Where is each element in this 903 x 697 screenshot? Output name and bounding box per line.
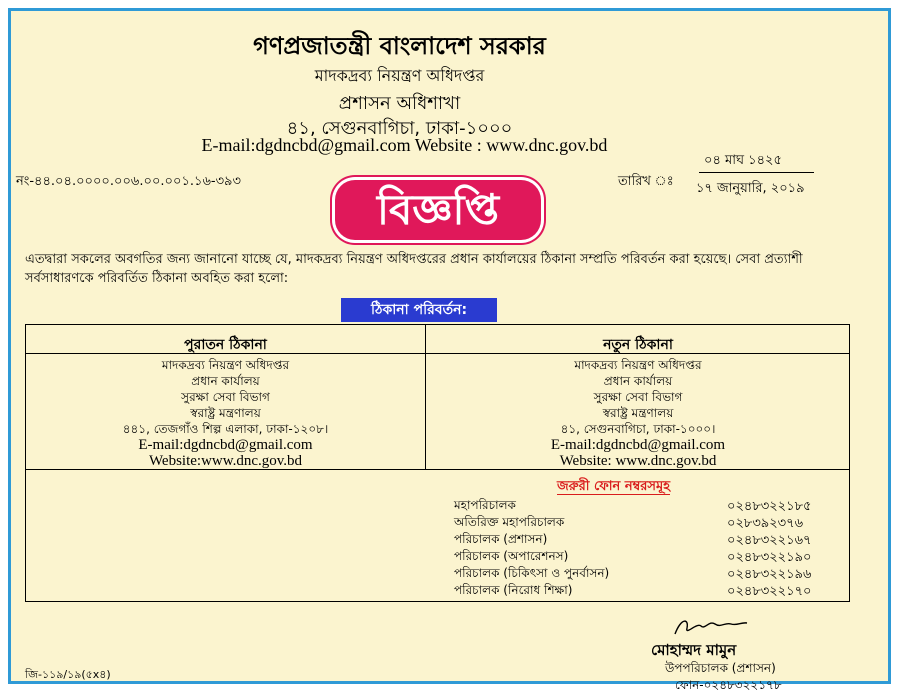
new-address-email: E-mail:dgdncbd@gmail.com bbox=[550, 437, 726, 453]
new-address-line: প্রধান কার্যালয় bbox=[603, 374, 673, 388]
new-address-heading: নতুন ঠিকানা bbox=[603, 337, 673, 353]
header-contact: E-mail:dgdncbd@gmail.com Website : www.dnc.gov.bd bbox=[201, 135, 608, 155]
phone-number: ০২৪৮৩২২১৯৬ bbox=[727, 567, 812, 582]
new-address-website: Website: www.dnc.gov.bd bbox=[559, 453, 717, 469]
phone-list-heading: জরুরী ফোন নম্বরসমূহ bbox=[557, 479, 671, 494]
new-address-line: সুরক্ষা সেবা বিভাগ bbox=[593, 390, 683, 404]
address-table bbox=[25, 324, 850, 602]
phone-row bbox=[454, 582, 820, 599]
phone-number: ০২৪৮৩২২১৬৭ bbox=[727, 533, 812, 548]
signatory-phone: ফোন-০২৪৮৩২২১৭৮ bbox=[675, 678, 782, 692]
new-address-line: স্বরাষ্ট্র মন্ত্রণালয় bbox=[602, 406, 674, 420]
new-address-line: মাদকদ্রব্য নিয়ন্ত্রণ অধিদপ্তর bbox=[574, 358, 702, 372]
memo-number: নং-৪৪.০৪.০০০০.০০৬.০০.০০১.১৬-৩৯৩ bbox=[16, 174, 241, 189]
intro-paragraph: এতদ্বারা সকলের অবগতির জন্য জানানো যাচ্ছে যে, মাদকদ্রব্য নিয়ন্ত্রণ অধিদপ্তরের প্রধান কার্যালয়ের ঠিকানা সম্প্রতি পরিবর্তন করা হয়েছে। সেবা প্রত্যাশী সর্বসাধারণকে পরিবর্তিত ঠিকানা অবহিত করা হলো: bbox=[25, 252, 803, 286]
phone-number: ০২৪৮৩২২১৯০ bbox=[727, 550, 812, 565]
header-address: ৪১, সেগুনবাগিচা, ঢাকা-১০০০ bbox=[286, 118, 513, 139]
footer-code: জি-১১৯/১৯(৫x৪) bbox=[25, 668, 111, 681]
old-address-line: মাদকদ্রব্য নিয়ন্ত্রণ অধিদপ্তর bbox=[161, 358, 290, 372]
phone-row bbox=[454, 514, 820, 531]
signatory-name: মোহাম্মদ মামুন bbox=[651, 641, 737, 659]
section-heading: ঠিকানা পরিবর্তন: bbox=[341, 298, 497, 322]
old-address-heading: পুরাতন ঠিকানা bbox=[184, 337, 267, 353]
new-address-line: ৪১, সেগুনবাগিচা, ঢাকা-১০০০। bbox=[560, 422, 716, 436]
phone-label: পরিচালক (নিরোধ শিক্ষা) bbox=[454, 583, 573, 597]
phone-number: ০২৮৩৯২৩৭৬ bbox=[727, 516, 804, 531]
new-address bbox=[426, 357, 850, 469]
old-address-line: স্বরাষ্ট্র মন্ত্রণালয় bbox=[190, 406, 261, 420]
date-divider bbox=[699, 172, 814, 173]
phone-label: পরিচালক (চিকিৎসা ও পুনর্বাসন) bbox=[454, 566, 610, 580]
phone-row bbox=[454, 548, 820, 565]
old-address-line: সুরক্ষা সেবা বিভাগ bbox=[181, 390, 270, 404]
old-address-website: Website:www.dnc.gov.bd bbox=[148, 453, 303, 469]
phone-number: ০২৪৮৩২২১৮৫ bbox=[727, 499, 812, 514]
old-address bbox=[26, 357, 425, 469]
signatory-designation: উপপরিচালক (প্রশাসন) bbox=[665, 661, 776, 675]
phone-label: পরিচালক (অপারেশনস) bbox=[454, 549, 569, 563]
date-bangla: ০৪ মাঘ ১৪২৫ bbox=[704, 153, 782, 168]
phone-row bbox=[454, 565, 820, 582]
government-title: গণপ্রজাতন্ত্রী বাংলাদেশ সরকার bbox=[253, 32, 546, 60]
phone-number: ০২৪৮৩২২১৭০ bbox=[727, 584, 812, 599]
date-label: তারিখ ঃ bbox=[618, 174, 674, 189]
phone-label: অতিরিক্ত মহাপরিচালক bbox=[454, 515, 565, 529]
old-address-line: ৪৪১, তেজগাঁও শিল্প এলাকা, ঢাকা-১২০৮। bbox=[122, 422, 329, 436]
old-address-email: E-mail:dgdncbd@gmail.com bbox=[138, 437, 313, 453]
wing-name: প্রশাসন অধিশাখা bbox=[338, 93, 461, 114]
phone-label: পরিচালক (প্রশাসন) bbox=[454, 532, 548, 546]
section-divider bbox=[26, 469, 849, 470]
date-english: ১৭ জানুয়ারি, ২০১৯ bbox=[696, 181, 805, 196]
old-address-line: প্রধান কার্যালয় bbox=[191, 374, 260, 388]
signature-scribble bbox=[671, 614, 751, 640]
phone-label: মহাপরিচালক bbox=[454, 498, 516, 512]
department-name: মাদকদ্রব্য নিয়ন্ত্রণ অধিদপ্তর bbox=[314, 66, 485, 85]
notice-page bbox=[8, 8, 891, 692]
notice-badge bbox=[335, 180, 541, 240]
phone-row bbox=[454, 531, 820, 548]
notice-title: বিজ্ঞপ্তি bbox=[376, 185, 500, 234]
phone-row bbox=[454, 497, 820, 514]
